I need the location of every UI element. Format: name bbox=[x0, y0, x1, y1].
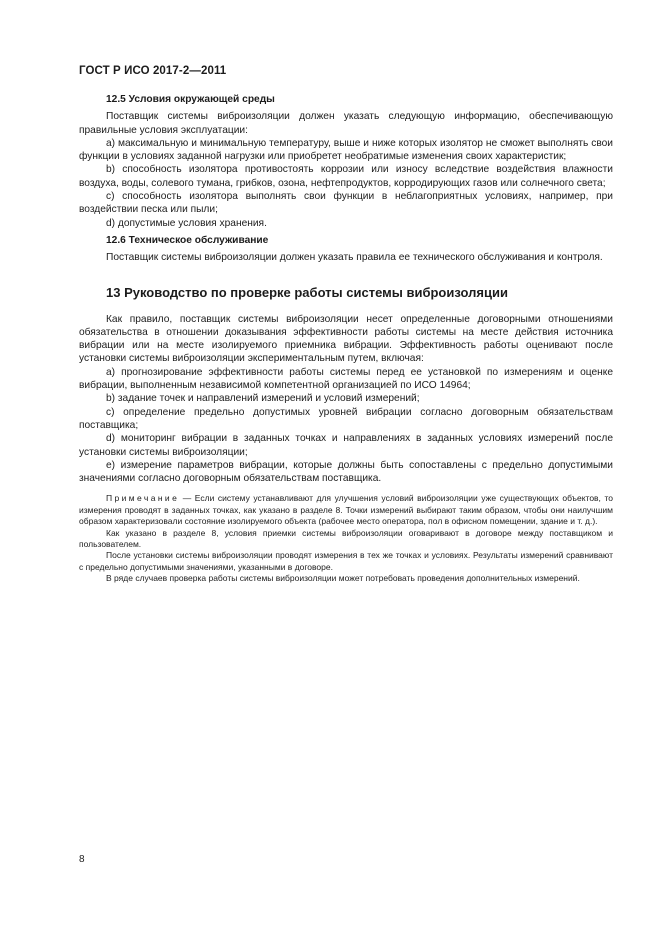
section-12-6-text: Поставщик системы виброизоляции должен указать правила ее технического обслуживания и контроля. bbox=[106, 252, 603, 264]
section-13-intro: Как правило, поставщик системы виброизоляции несет определенные договорными отношениями обязательства в отношении доказывания эффективности работы системы на месте действия источника вибрации или на месте изолируемого приемника вибрации. Эффективность работы оценивают после установки системы виброизоляции экспериментальным путем, включая: bbox=[79, 313, 613, 365]
page-content bbox=[79, 93, 613, 585]
list-item-c: c) определение предельно допустимых уровней вибрации согласно договорным обязательствам поставщика; bbox=[79, 406, 613, 431]
section-12-5-title: 12.5 Условия окружающей среды bbox=[106, 94, 275, 105]
list-item-b: b) способность изолятора противостоять коррозии или износу вследствие воздействия влажности воздуха, воды, солевого тумана, грибков, озона, нефтепродуктов, корродирующих газов или солнечного света; bbox=[79, 164, 613, 189]
section-12-6-title: 12.6 Техническое обслуживание bbox=[106, 234, 269, 246]
list-item-c: c) способность изолятора выполнять свои функции в неблагоприятных условиях, например, при воздействии песка или пыли; bbox=[79, 191, 613, 216]
note-paragraph-2: Как указано в разделе 8, условия приемки системы виброизоляции оговаривают в договоре между поставщиком и пользователем. bbox=[79, 527, 613, 550]
list-item-d: d) допустимые условия хранения. bbox=[106, 217, 267, 229]
note-label: Примечание bbox=[106, 493, 180, 504]
page-number: 8 bbox=[79, 854, 85, 865]
section-13-title: 13 Руководство по проверке работы системы виброизоляции bbox=[106, 284, 508, 300]
list-item-a: a) максимальную и минимальную температуру, выше и ниже которых изолятор не сможет выполнять свои функции в условиях заданной нагрузки или приобретет необратимые изменения своих характеристик; bbox=[79, 137, 613, 163]
list-item-e: e) измерение параметров вибрации, которые должны быть сопоставлены с предельно допустимыми значениями согласно договорным обязательствам поставщика. bbox=[79, 459, 613, 485]
note-paragraph-3: После установки системы виброизоляции проводят измерения в тех же точках и условиях. Результаты измерений сравнивают с предельно допустимыми значениями, указанными в договоре. bbox=[79, 550, 613, 572]
standard-code-header: ГОСТ Р ИСО 2017-2—2011 bbox=[79, 65, 227, 77]
list-item-a: a) прогнозирование эффективности работы системы перед ее установкой по измерениям и оценке вибрации, выполненным независимой компетентной организацией по ИСО 14964; bbox=[79, 366, 613, 392]
note-paragraph bbox=[79, 493, 613, 527]
list-item-d: d) мониторинг вибрации в заданных точках и направлениях в заданных условиях измерений после установки системы виброизоляции; bbox=[79, 433, 613, 458]
note-paragraph-4: В ряде случаев проверка работы системы виброизоляции может потребовать проведения дополнительных измерений. bbox=[106, 573, 580, 584]
section-12-5-intro: Поставщик системы виброизоляции должен указать следующую информацию, обеспечивающую правильные условия эксплуатации: bbox=[79, 111, 613, 136]
note-text: — Если систему устанавливают для улучшения условий виброизоляции уже существующих объектов, то измерения проводят в заданных точках, как указано в разделе 8. Точки измерений выбирают таким образом, чтобы они наилучшим образом характеризовали состояние изолируемого объекта (рабочее место оператора, пол в офисном помещении, здание и т. д.). bbox=[79, 493, 613, 527]
list-item-b: b) задание точек и направлений измерений и условий измерений; bbox=[106, 393, 420, 405]
